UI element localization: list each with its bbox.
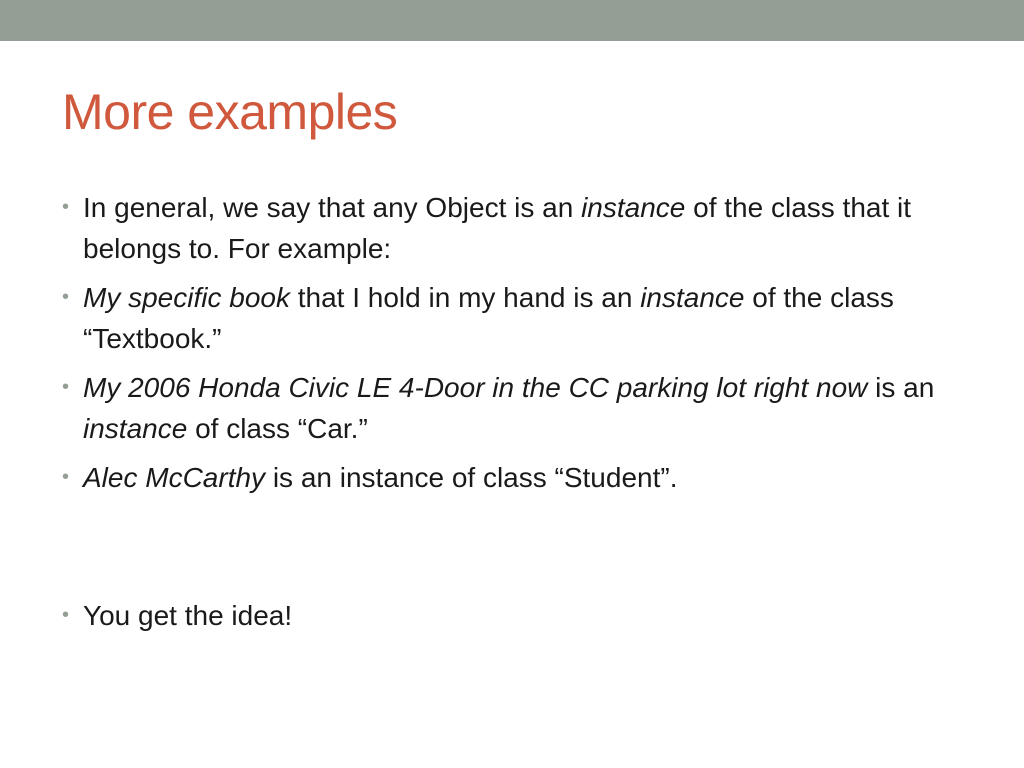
bullet-item-student (62, 457, 952, 498)
bullet-text-italic: instance (581, 192, 686, 223)
bullet-text: of class “Car.” (187, 413, 368, 444)
bullet-item-car (62, 367, 952, 449)
bullet-text-italic: instance (83, 413, 188, 444)
bullet-item-instance-definition (62, 187, 952, 269)
bullet-item-closing (62, 595, 952, 636)
bullet-text: is an (867, 372, 935, 403)
bullet-text-italic: Alec McCarthy (83, 462, 266, 493)
slide-title: More examples (62, 84, 398, 140)
bullet-text-italic: My specific book (83, 282, 290, 313)
bullet-text-italic: instance (640, 282, 745, 313)
bullet-list (62, 187, 952, 644)
bullet-text: that I hold in my hand is an (289, 282, 641, 313)
bullet-text: of the class that it belongs to. For example: (83, 192, 912, 264)
bullet-text: is an instance of class “Student”. (265, 462, 678, 493)
bullet-text: of the class “Textbook.” (83, 282, 894, 354)
top-accent-bar (0, 0, 1024, 41)
bullet-text: In general, we say that any Object is an (83, 192, 582, 223)
bullet-item-textbook (62, 277, 952, 359)
bullet-text: You get the idea! (83, 600, 293, 631)
bullet-text-italic: My 2006 Honda Civic LE 4-Door in the CC parking lot right now (83, 372, 868, 403)
